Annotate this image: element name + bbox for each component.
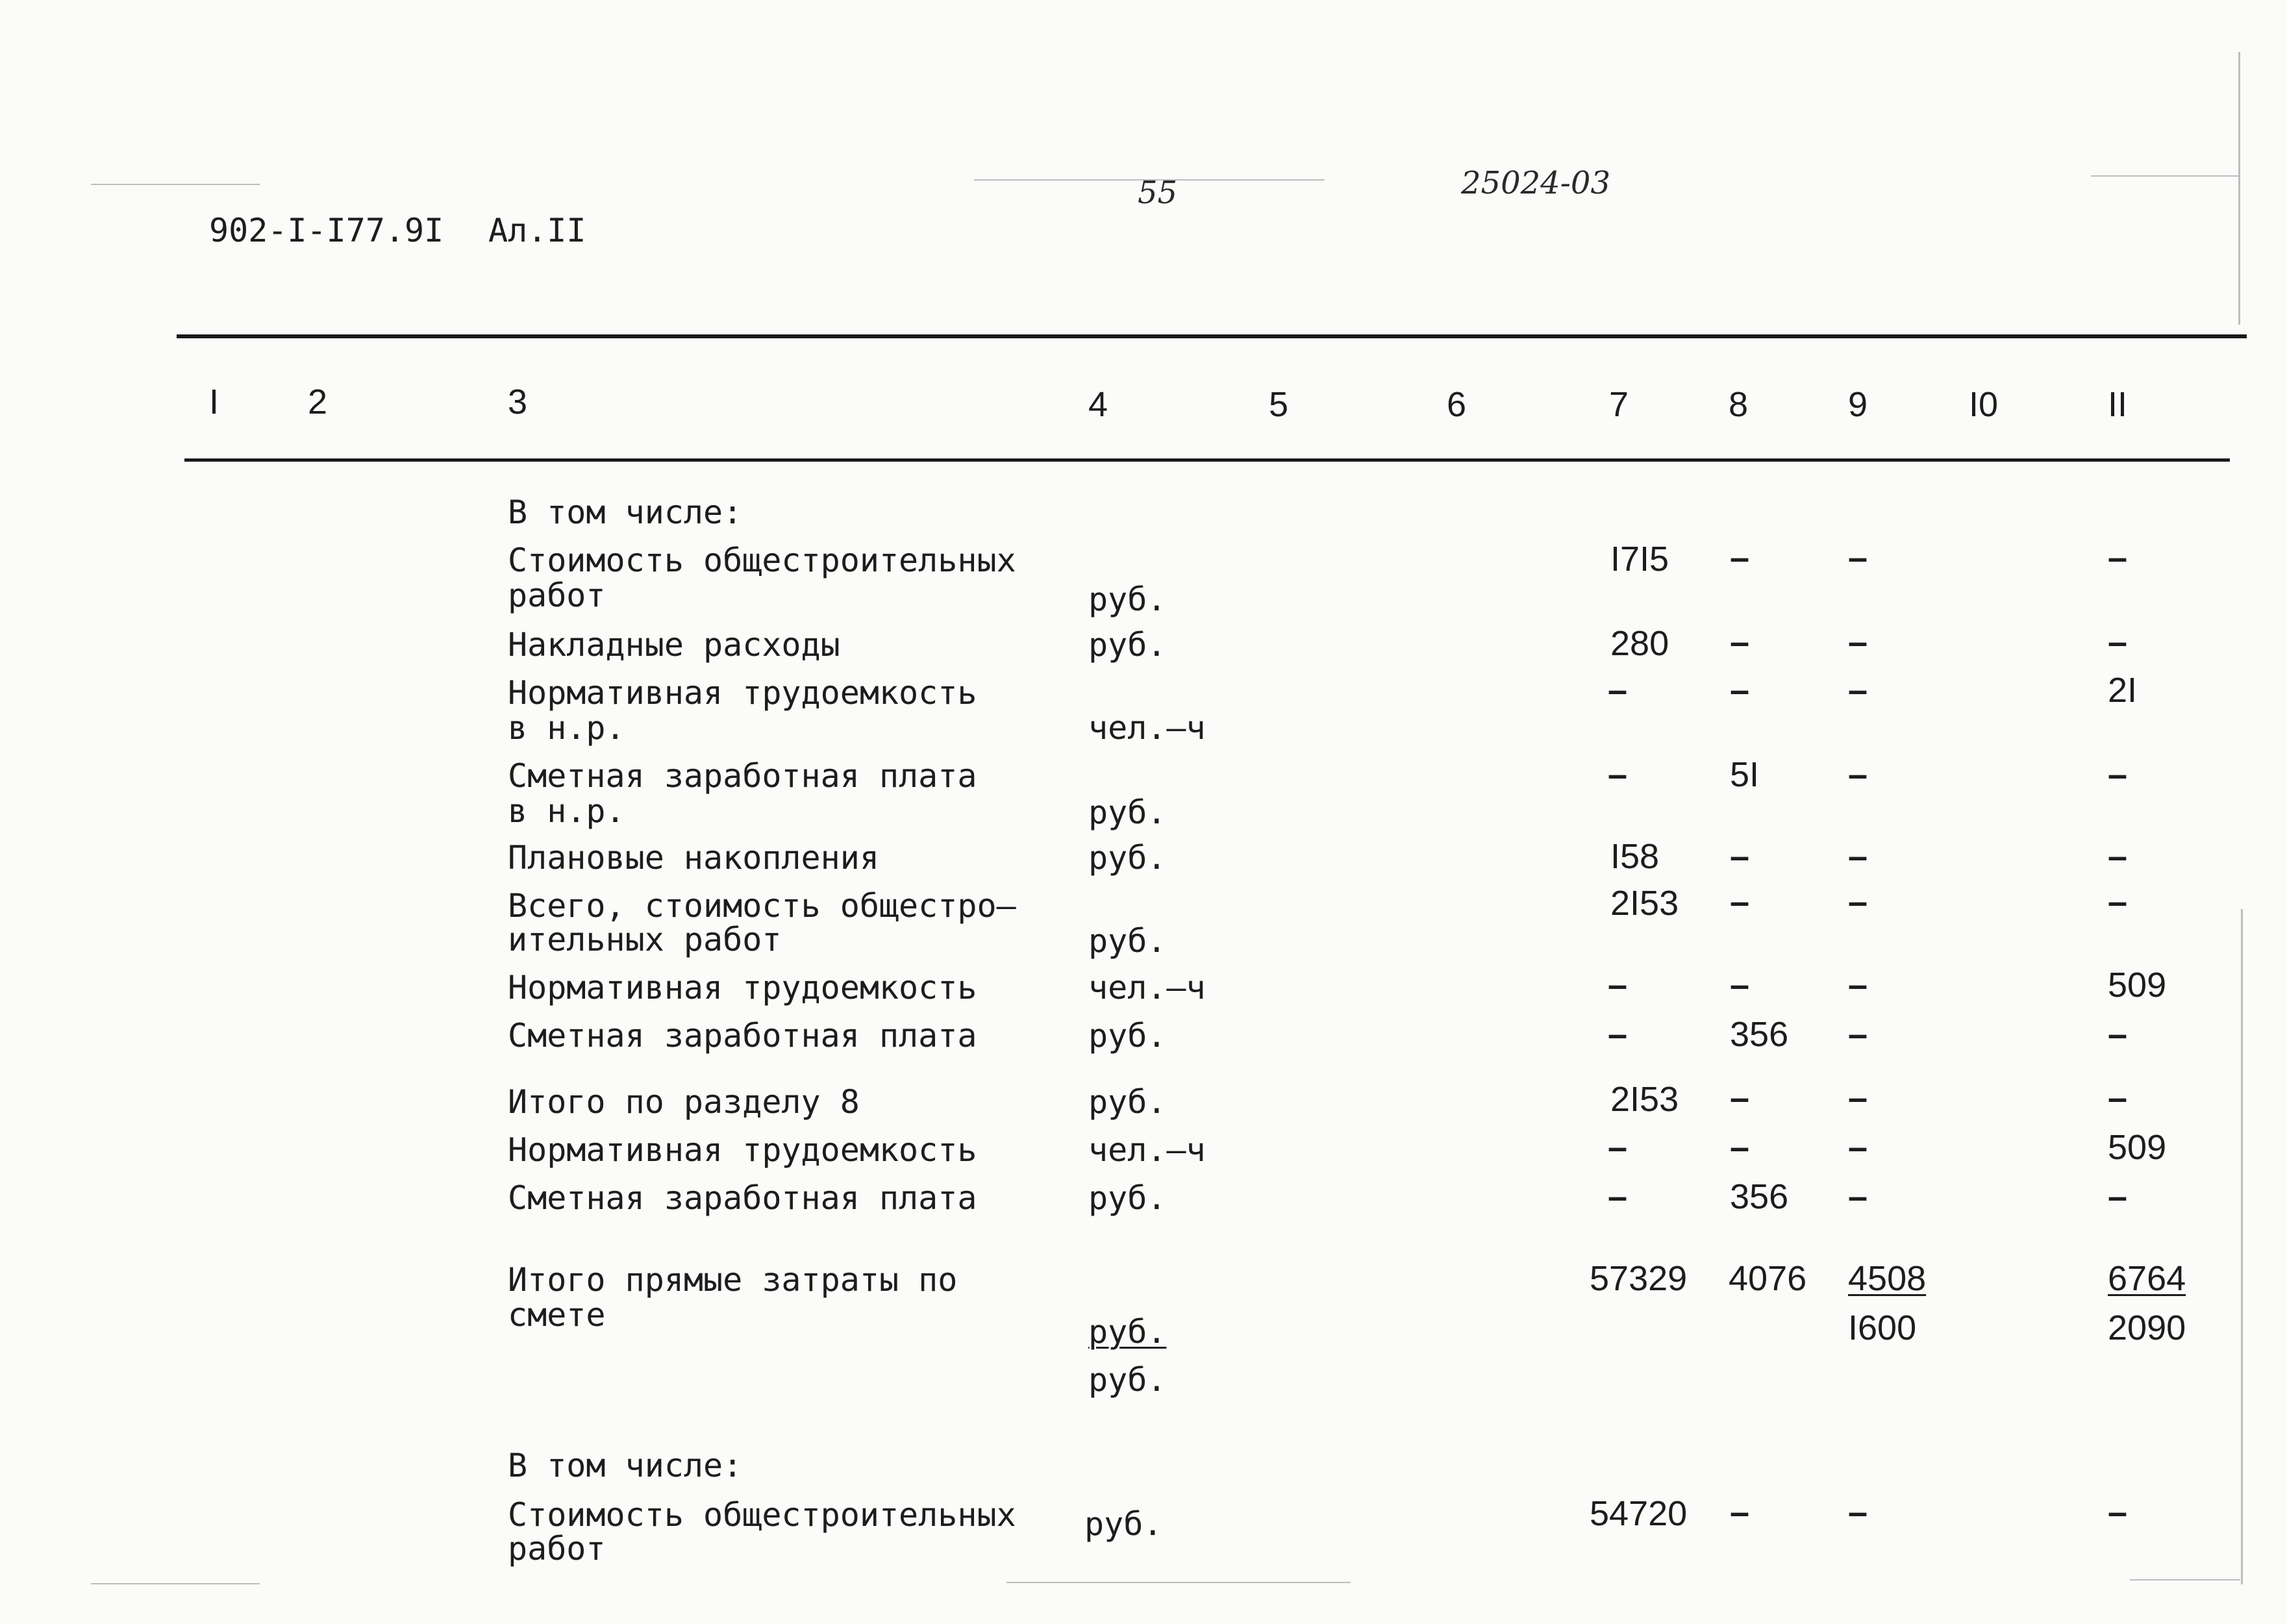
scan-line-top-right bbox=[2091, 175, 2240, 177]
cell-col9: – bbox=[1848, 671, 1868, 710]
row-unit: чел.–ч bbox=[1088, 969, 1206, 1006]
row-label: Стоимость общестроительных bbox=[508, 1496, 1016, 1534]
row-label: В том числе: bbox=[508, 1447, 743, 1484]
cell-col8: – bbox=[1730, 882, 1750, 921]
row-unit: руб. bbox=[1088, 1179, 1167, 1217]
row-label: Нормативная трудоемкость bbox=[508, 1131, 977, 1169]
row-label: Плановые накопления bbox=[508, 839, 879, 877]
row-label-cont: смете bbox=[508, 1296, 606, 1334]
cell-col8: 4076 bbox=[1729, 1259, 1807, 1298]
row-unit: руб. bbox=[1084, 1505, 1163, 1543]
cell-col8: – bbox=[1730, 1493, 1750, 1532]
row-unit: руб. bbox=[1088, 793, 1167, 831]
cell-col11: – bbox=[2108, 1015, 2128, 1054]
cell-col8: – bbox=[1730, 1079, 1750, 1118]
row-label: Сметная заработная плата bbox=[508, 1017, 977, 1055]
row-label: Стоимость общестроительных bbox=[508, 542, 1016, 579]
row-label: Итого по разделу 8 bbox=[508, 1083, 860, 1121]
row-label: Накладные расходы bbox=[508, 626, 840, 664]
cell-col9: – bbox=[1848, 966, 1868, 1005]
cell-col7: – bbox=[1608, 966, 1628, 1005]
cell-col9: – bbox=[1848, 882, 1868, 921]
row-unit: руб. bbox=[1088, 1017, 1167, 1055]
row-label: Нормативная трудоемкость bbox=[508, 969, 977, 1006]
cell-col9: 4508 bbox=[1848, 1259, 1927, 1298]
cell-col9: – bbox=[1848, 1128, 1868, 1167]
cell-col8: – bbox=[1730, 671, 1750, 710]
cell-col8: 5I bbox=[1730, 755, 1760, 794]
cell-col11: 6764 bbox=[2108, 1259, 2186, 1298]
col-header-8: 8 bbox=[1729, 385, 1749, 424]
row-unit: чел.–ч bbox=[1088, 1131, 1206, 1169]
scan-line-bottom-mid bbox=[1006, 1582, 1351, 1583]
col-header-5: 5 bbox=[1269, 385, 1289, 424]
scan-line-bottom-left bbox=[91, 1583, 260, 1584]
col-header-11: II bbox=[2108, 385, 2128, 424]
scan-edge-right-lower bbox=[2241, 909, 2243, 1584]
cell-col11: – bbox=[2108, 538, 2128, 577]
scan-line-bottom-right bbox=[2130, 1579, 2240, 1580]
row-label-cont: работ bbox=[508, 1530, 606, 1568]
cell-col7: 2I53 bbox=[1610, 1080, 1679, 1119]
row-label: В том числе: bbox=[508, 493, 743, 531]
row-label-cont: в н.р. bbox=[508, 792, 625, 830]
cell-col8: – bbox=[1730, 538, 1750, 577]
cell-col9: – bbox=[1848, 1015, 1868, 1054]
cell-col11: – bbox=[2108, 837, 2128, 876]
cell-col8: – bbox=[1730, 837, 1750, 876]
row-unit: руб. bbox=[1088, 1083, 1167, 1121]
row-label: Нормативная трудоемкость bbox=[508, 674, 977, 712]
cell-col7: – bbox=[1608, 671, 1628, 710]
cell-col9: – bbox=[1848, 1177, 1868, 1216]
row-unit: чел.–ч bbox=[1088, 709, 1206, 747]
row-unit: руб. bbox=[1088, 839, 1167, 877]
col-header-2: 2 bbox=[308, 382, 328, 421]
cell-col7: – bbox=[1608, 1177, 1628, 1216]
cell-col8: – bbox=[1730, 966, 1750, 1005]
cell-col9: – bbox=[1848, 1493, 1868, 1532]
cell-col11: 2I bbox=[2108, 671, 2138, 710]
row-label: Всего, стоимость общестро– bbox=[508, 887, 1016, 925]
cell-col8: 356 bbox=[1730, 1015, 1789, 1054]
cell-col9: – bbox=[1848, 623, 1868, 662]
cell-col7: – bbox=[1608, 1015, 1628, 1054]
cell-col11: – bbox=[2108, 755, 2128, 794]
row-label: Сметная заработная плата bbox=[508, 1179, 977, 1217]
row-label-cont: ительных работ bbox=[508, 921, 782, 958]
cell-col11: – bbox=[2108, 1079, 2128, 1118]
page-number: 55 bbox=[1138, 175, 1178, 211]
row-unit: руб. bbox=[1088, 626, 1167, 664]
row-unit-second: руб. bbox=[1088, 1361, 1167, 1399]
cell-col11-second: 2090 bbox=[2108, 1308, 2186, 1347]
cell-col7: – bbox=[1608, 1128, 1628, 1167]
col-header-7: 7 bbox=[1609, 385, 1629, 424]
registration-stamp: 25024-03 bbox=[1461, 165, 1610, 201]
col-header-6: 6 bbox=[1447, 385, 1467, 424]
col-header-10: I0 bbox=[1969, 385, 1999, 424]
col-header-1: I bbox=[209, 382, 219, 421]
row-label: Сметная заработная плата bbox=[508, 757, 977, 795]
cell-col7: I58 bbox=[1610, 837, 1660, 876]
col-header-9: 9 bbox=[1848, 385, 1868, 424]
col-header-4: 4 bbox=[1088, 385, 1108, 424]
cell-col11: – bbox=[2108, 623, 2128, 662]
cell-col11: – bbox=[2108, 1493, 2128, 1532]
cell-col8: – bbox=[1730, 1128, 1750, 1167]
cell-col7: 57329 bbox=[1590, 1259, 1688, 1298]
cell-col7: 54720 bbox=[1590, 1494, 1688, 1533]
document-code: 902-I-I77.9I bbox=[209, 212, 444, 249]
cell-col9: – bbox=[1848, 837, 1868, 876]
scan-line-top-left bbox=[91, 184, 260, 185]
cell-col9-second: I600 bbox=[1848, 1308, 1917, 1347]
cell-col9: – bbox=[1848, 1079, 1868, 1118]
scan-edge-right bbox=[2238, 52, 2240, 325]
cell-col9: – bbox=[1848, 755, 1868, 794]
cell-col7: 2I53 bbox=[1610, 884, 1679, 923]
row-label-cont: в н.р. bbox=[508, 709, 625, 747]
row-unit: руб. bbox=[1088, 922, 1167, 960]
row-unit: руб. bbox=[1088, 581, 1167, 618]
cell-col9: – bbox=[1848, 538, 1868, 577]
header-bottom-rule bbox=[184, 458, 2230, 462]
cell-col11: – bbox=[2108, 1177, 2128, 1216]
cell-col11: 509 bbox=[2108, 966, 2167, 1005]
row-label-cont: работ bbox=[508, 577, 606, 614]
cell-col7: I7I5 bbox=[1610, 540, 1669, 579]
row-unit: руб. bbox=[1088, 1313, 1167, 1351]
table-top-rule bbox=[177, 334, 2247, 338]
cell-col11: – bbox=[2108, 882, 2128, 921]
cell-col8: 356 bbox=[1730, 1177, 1789, 1216]
cell-col7: – bbox=[1608, 755, 1628, 794]
album-number: Ал.II bbox=[488, 212, 586, 249]
col-header-3: 3 bbox=[508, 382, 528, 421]
cell-col11: 509 bbox=[2108, 1128, 2167, 1167]
cell-col8: – bbox=[1730, 623, 1750, 662]
cell-col7: 280 bbox=[1610, 624, 1669, 663]
row-label: Итого прямые затраты по bbox=[508, 1261, 958, 1299]
